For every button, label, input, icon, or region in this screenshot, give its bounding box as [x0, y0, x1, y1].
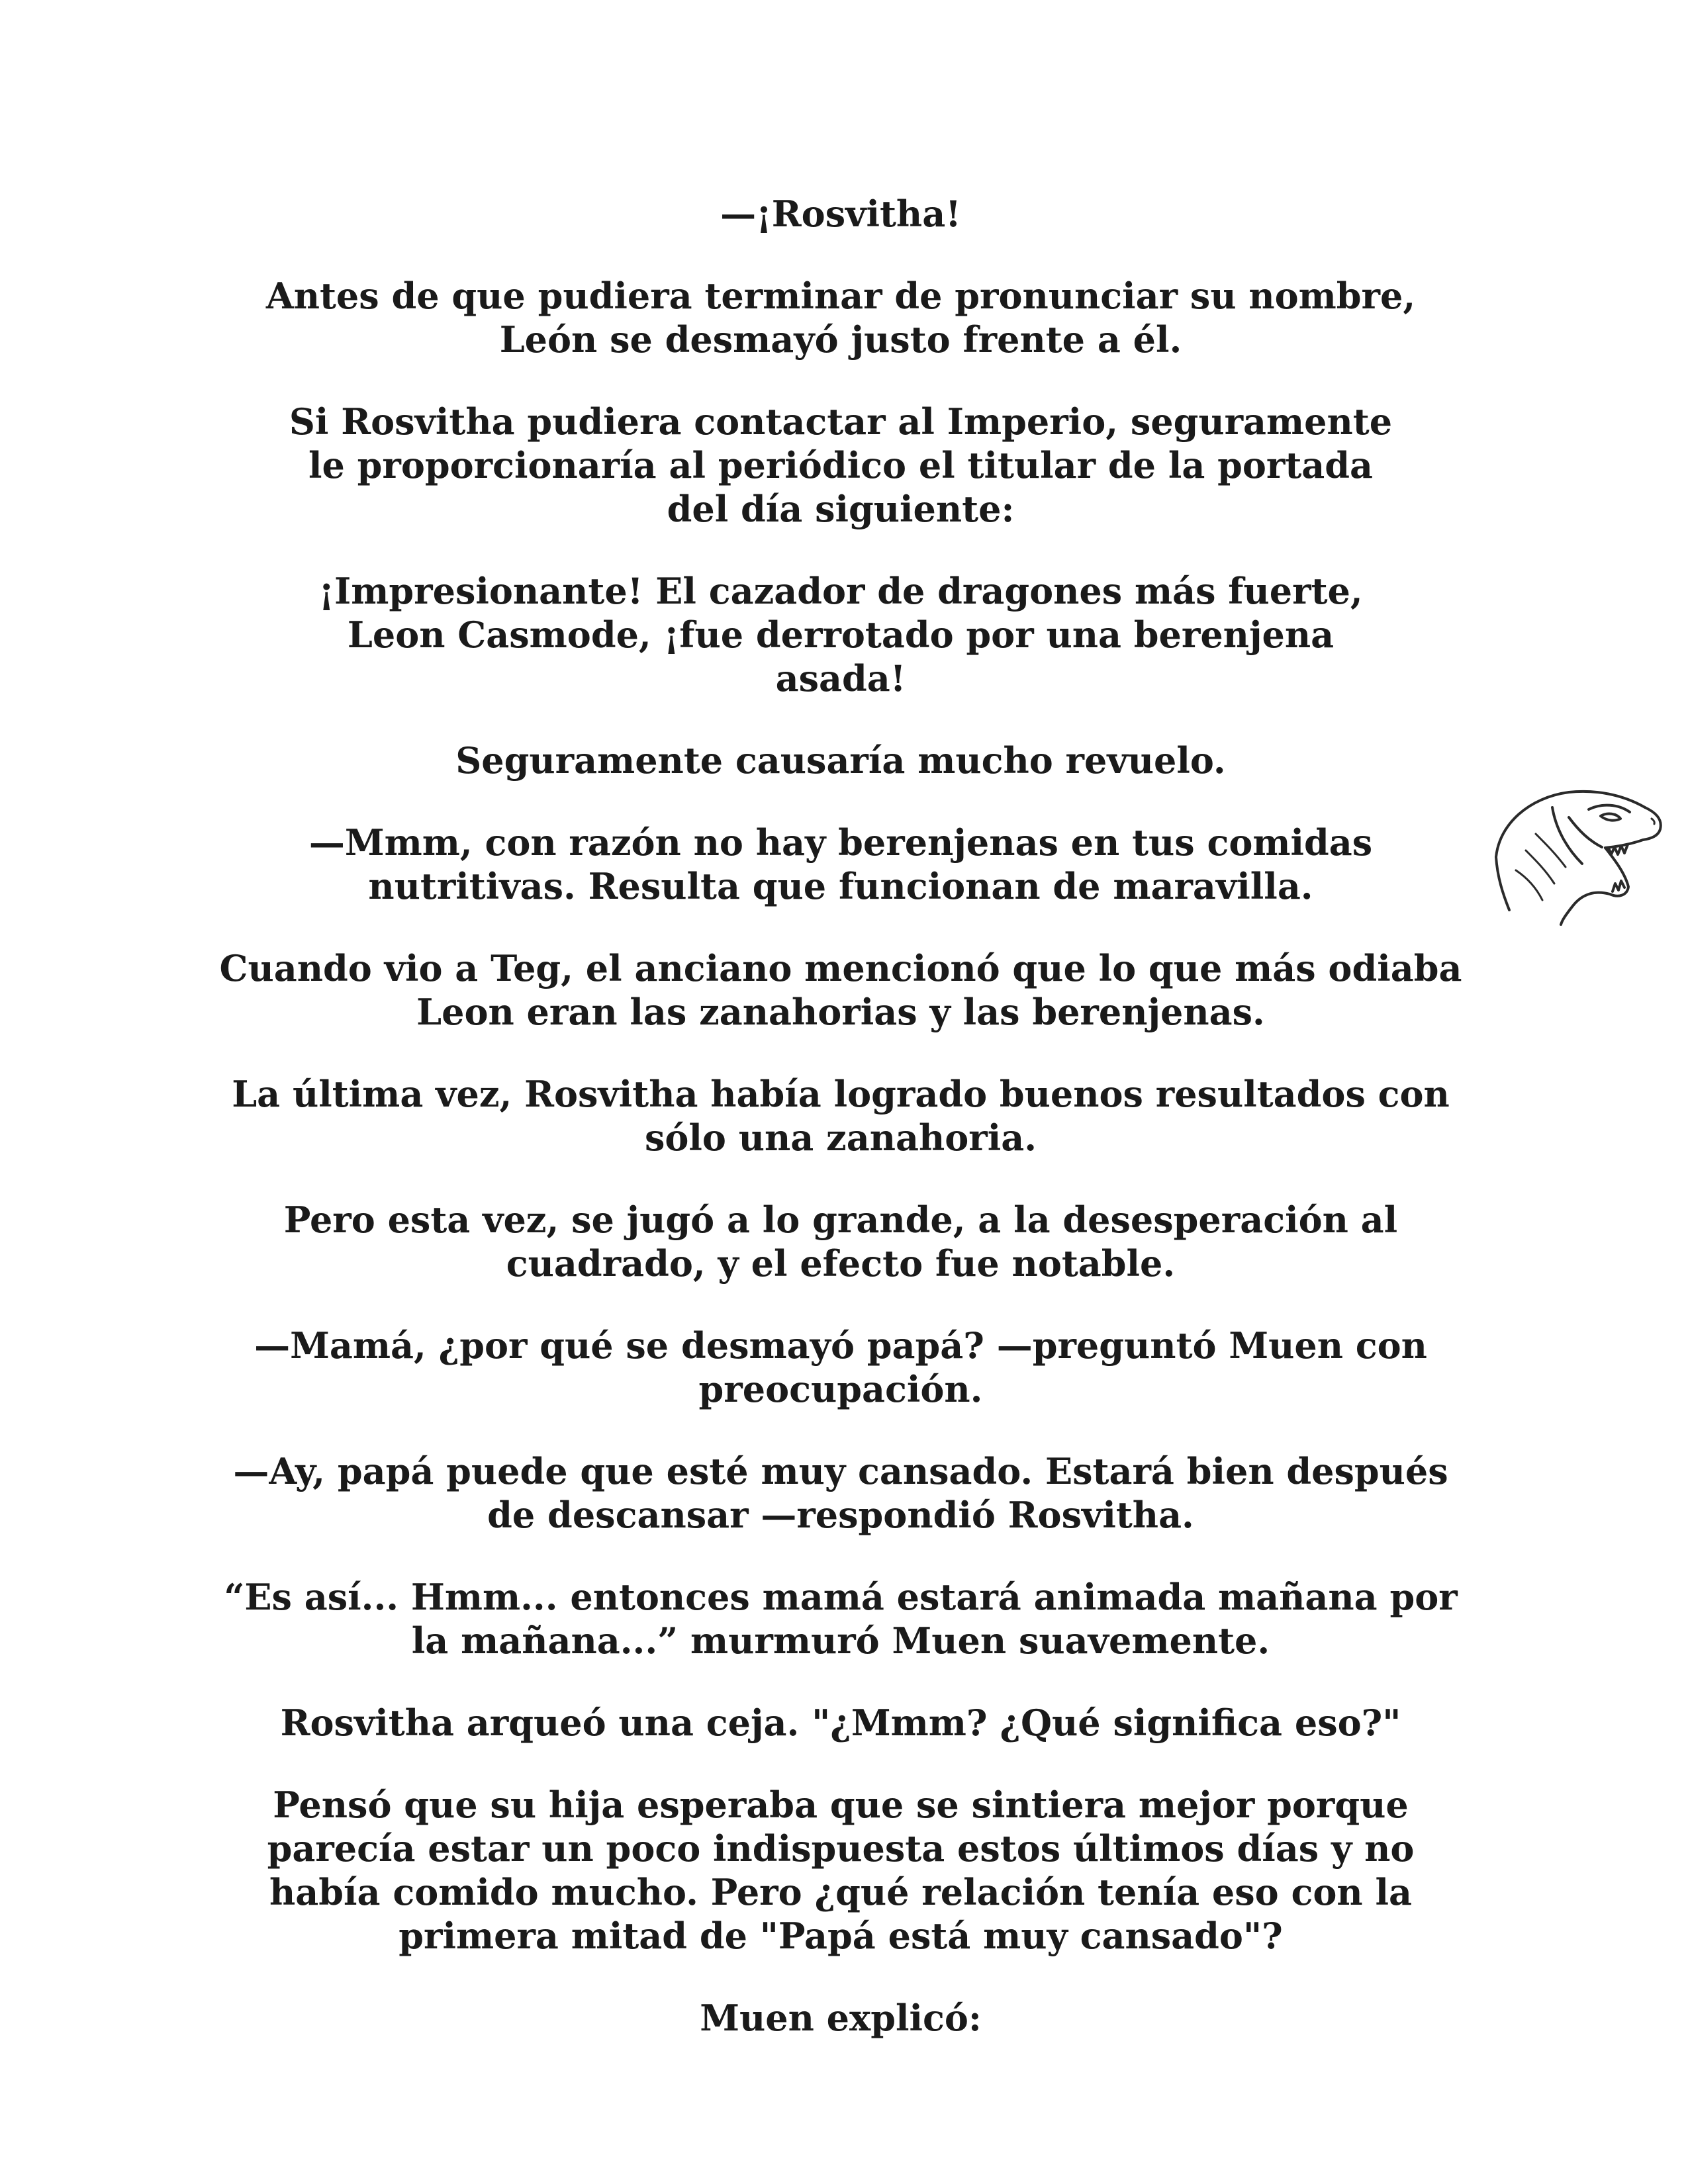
dragon-head-icon	[1489, 778, 1668, 927]
paragraph: —Mmm, con razón no hay berenjenas en tus comidas nutritivas. Resulta que funcionan de maravilla.	[308, 821, 1373, 907]
paragraph: Muen explicó:	[700, 1997, 982, 2039]
paragraph: “Es así... Hmm... entonces mamá estará animada mañana por la mañana...” murmuró Muen suavemente.	[224, 1576, 1458, 1662]
paragraph: Antes de que pudiera terminar de pronunciar su nombre, León se desmayó justo frente a él.	[265, 275, 1416, 361]
paragraph: —Ay, papá puede que esté muy cansado. Estará bien después de descansar —respondió Rosvitha.	[233, 1450, 1448, 1536]
paragraph: ¡Impresionante! El cazador de dragones más fuerte, Leon Casmode, ¡fue derrotado por una berenjena asada!	[318, 570, 1363, 700]
paragraph: —Mamá, ¿por qué se desmayó papá? —preguntó Muen con preocupación.	[254, 1324, 1427, 1410]
paragraph: Seguramente causaría mucho revuelo.	[455, 739, 1226, 782]
story-text	[218, 192, 1463, 2078]
paragraph: La última vez, Rosvitha había logrado buenos resultados con sólo una zanahoria.	[232, 1073, 1450, 1159]
paragraph: Si Rosvitha pudiera contactar al Imperio, seguramente le proporcionaría al periódico el titular de la portada del día siguiente:	[289, 400, 1393, 530]
paragraph: Pero esta vez, se jugó a lo grande, a la desesperación al cuadrado, y el efecto fue notable.	[283, 1199, 1398, 1285]
paragraph: —¡Rosvitha!	[720, 193, 961, 235]
paragraph: Cuando vio a Teg, el anciano mencionó que lo que más odiaba Leon eran las zanahorias y las berenjenas.	[219, 947, 1462, 1033]
paragraph: Pensó que su hija esperaba que se sintiera mejor porque parecía estar un poco indispuesta estos últimos días y no había comido mucho. Pero ¿qué relación tenía eso con la primera mitad de "Papá está muy cansado"?	[267, 1784, 1415, 1957]
paragraph: Rosvitha arqueó una ceja. "¿Mmm? ¿Qué significa eso?"	[280, 1702, 1401, 1744]
